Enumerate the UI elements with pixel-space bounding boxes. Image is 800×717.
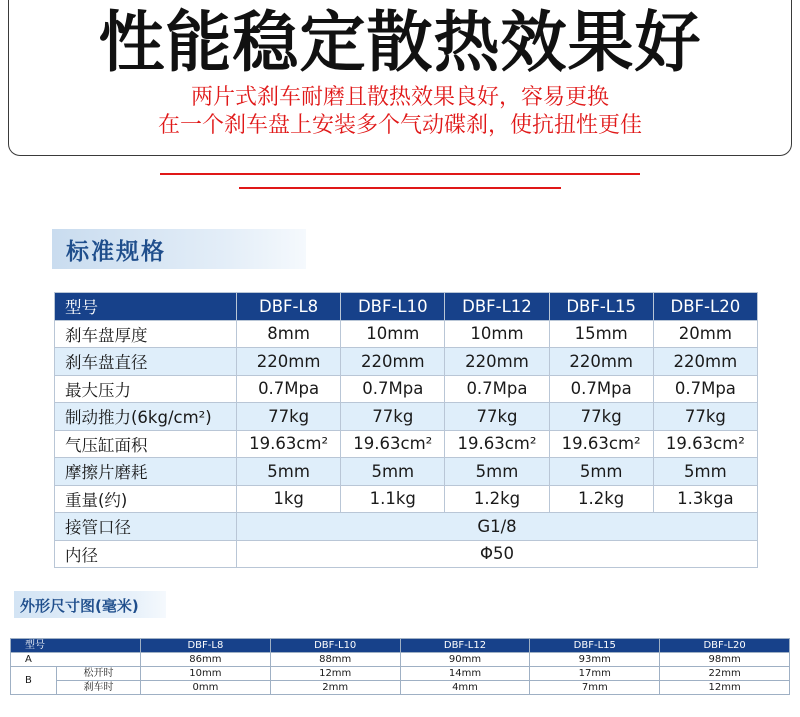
dim-cell: 10mm xyxy=(141,667,271,681)
spec-header-model: DBF-L10 xyxy=(341,293,445,321)
spec-cell-merged: Φ50 xyxy=(237,540,758,568)
spec-cell: 1.2kg xyxy=(549,485,653,513)
spec-row-label: 刹车盘直径 xyxy=(55,348,237,376)
dim-cell: 12mm xyxy=(660,681,790,695)
spec-cell: 77kg xyxy=(237,403,341,431)
dim-cell: 86mm xyxy=(141,653,271,667)
spec-row-label: 刹车盘厚度 xyxy=(55,320,237,348)
spec-section-heading xyxy=(52,229,306,269)
divider-short xyxy=(239,187,561,189)
banner-subtitle-1: 两片式刹车耐磨且散热效果良好，容易更换 xyxy=(190,85,609,110)
dim-cell: 98mm xyxy=(660,653,790,667)
dim-row-a xyxy=(11,653,790,667)
spec-heading-text: 标准规格 xyxy=(66,239,166,265)
spec-row-bore xyxy=(55,540,758,568)
spec-header-model: DBF-L20 xyxy=(653,293,757,321)
spec-cell: 77kg xyxy=(341,403,445,431)
dim-cell: 2mm xyxy=(270,681,400,695)
spec-row xyxy=(55,348,758,376)
dim-subrow-label: 刹车时 xyxy=(57,681,141,695)
spec-header-model: DBF-L15 xyxy=(549,293,653,321)
dim-row-label: A xyxy=(11,653,141,667)
spec-header-model: DBF-L8 xyxy=(237,293,341,321)
banner-title: 性能稳定散热效果好 xyxy=(98,4,702,81)
spec-row xyxy=(55,375,758,403)
dim-header-model: DBF-L10 xyxy=(270,639,400,653)
spec-cell: 19.63cm² xyxy=(549,430,653,458)
dim-cell: 90mm xyxy=(400,653,530,667)
dim-cell: 0mm xyxy=(141,681,271,695)
spec-cell: 0.7Mpa xyxy=(341,375,445,403)
spec-header-row xyxy=(55,293,758,321)
dim-cell: 22mm xyxy=(660,667,790,681)
dim-row-b-open xyxy=(11,667,790,681)
dim-header-model: DBF-L8 xyxy=(141,639,271,653)
dim-row-label: B xyxy=(11,667,57,695)
spec-row-port xyxy=(55,513,758,541)
spec-row xyxy=(55,485,758,513)
spec-row xyxy=(55,458,758,486)
spec-cell: 19.63cm² xyxy=(341,430,445,458)
spec-cell: 220mm xyxy=(653,348,757,376)
banner-subtitle-2: 在一个刹车盘上安装多个气动碟刹，使抗扭性更佳 xyxy=(157,113,642,138)
spec-row-label: 接管口径 xyxy=(55,513,237,541)
spec-header-model: DBF-L12 xyxy=(445,293,549,321)
spec-cell: 19.63cm² xyxy=(445,430,549,458)
spec-cell: 15mm xyxy=(549,320,653,348)
dim-subrow-label: 松开时 xyxy=(57,667,141,681)
spec-cell: 220mm xyxy=(341,348,445,376)
dim-row-b-brake xyxy=(11,681,790,695)
spec-row-label: 摩擦片磨耗 xyxy=(55,458,237,486)
spec-row-label: 气压缸面积 xyxy=(55,430,237,458)
spec-cell: 5mm xyxy=(237,458,341,486)
spec-cell: 1.3kga xyxy=(653,485,757,513)
spec-cell: 0.7Mpa xyxy=(653,375,757,403)
spec-cell: 220mm xyxy=(237,348,341,376)
spec-cell: 0.7Mpa xyxy=(549,375,653,403)
dim-header-model: DBF-L15 xyxy=(530,639,660,653)
dim-cell: 7mm xyxy=(530,681,660,695)
spec-cell: 5mm xyxy=(549,458,653,486)
dim-cell: 4mm xyxy=(400,681,530,695)
spec-cell: 1kg xyxy=(237,485,341,513)
spec-row xyxy=(55,430,758,458)
spec-table xyxy=(54,292,758,568)
dim-cell: 88mm xyxy=(270,653,400,667)
spec-cell: 1.2kg xyxy=(445,485,549,513)
spec-cell: 19.63cm² xyxy=(237,430,341,458)
spec-cell: 220mm xyxy=(445,348,549,376)
dim-cell: 14mm xyxy=(400,667,530,681)
spec-cell: 5mm xyxy=(445,458,549,486)
spec-cell: 5mm xyxy=(653,458,757,486)
spec-row-label: 内径 xyxy=(55,540,237,568)
dim-header-model: DBF-L12 xyxy=(400,639,530,653)
divider-long xyxy=(160,173,640,175)
spec-cell: 5mm xyxy=(341,458,445,486)
spec-cell: 20mm xyxy=(653,320,757,348)
spec-header-model-label: 型号 xyxy=(55,293,237,321)
spec-cell: 1.1kg xyxy=(341,485,445,513)
spec-cell: 10mm xyxy=(445,320,549,348)
spec-cell-merged: G1/8 xyxy=(237,513,758,541)
spec-row-label: 最大压力 xyxy=(55,375,237,403)
spec-cell: 220mm xyxy=(549,348,653,376)
dim-cell: 12mm xyxy=(270,667,400,681)
spec-cell: 77kg xyxy=(653,403,757,431)
spec-cell: 10mm xyxy=(341,320,445,348)
spec-cell: 0.7Mpa xyxy=(445,375,549,403)
dimension-section-heading xyxy=(14,591,166,618)
dimension-heading-text: 外形尺寸图(毫米) xyxy=(20,597,139,615)
dim-header-row xyxy=(11,639,790,653)
spec-cell: 77kg xyxy=(549,403,653,431)
spec-row-label: 重量(约) xyxy=(55,485,237,513)
dim-cell: 93mm xyxy=(530,653,660,667)
spec-cell: 19.63cm² xyxy=(653,430,757,458)
spec-row-label: 制动推力(6kg/cm²) xyxy=(55,403,237,431)
dimension-table xyxy=(10,638,790,695)
dim-header-model-label: 型号 xyxy=(11,639,141,653)
spec-cell: 0.7Mpa xyxy=(237,375,341,403)
spec-cell: 77kg xyxy=(445,403,549,431)
spec-cell: 8mm xyxy=(237,320,341,348)
spec-row xyxy=(55,320,758,348)
spec-row xyxy=(55,403,758,431)
dim-cell: 17mm xyxy=(530,667,660,681)
dim-header-model: DBF-L20 xyxy=(660,639,790,653)
